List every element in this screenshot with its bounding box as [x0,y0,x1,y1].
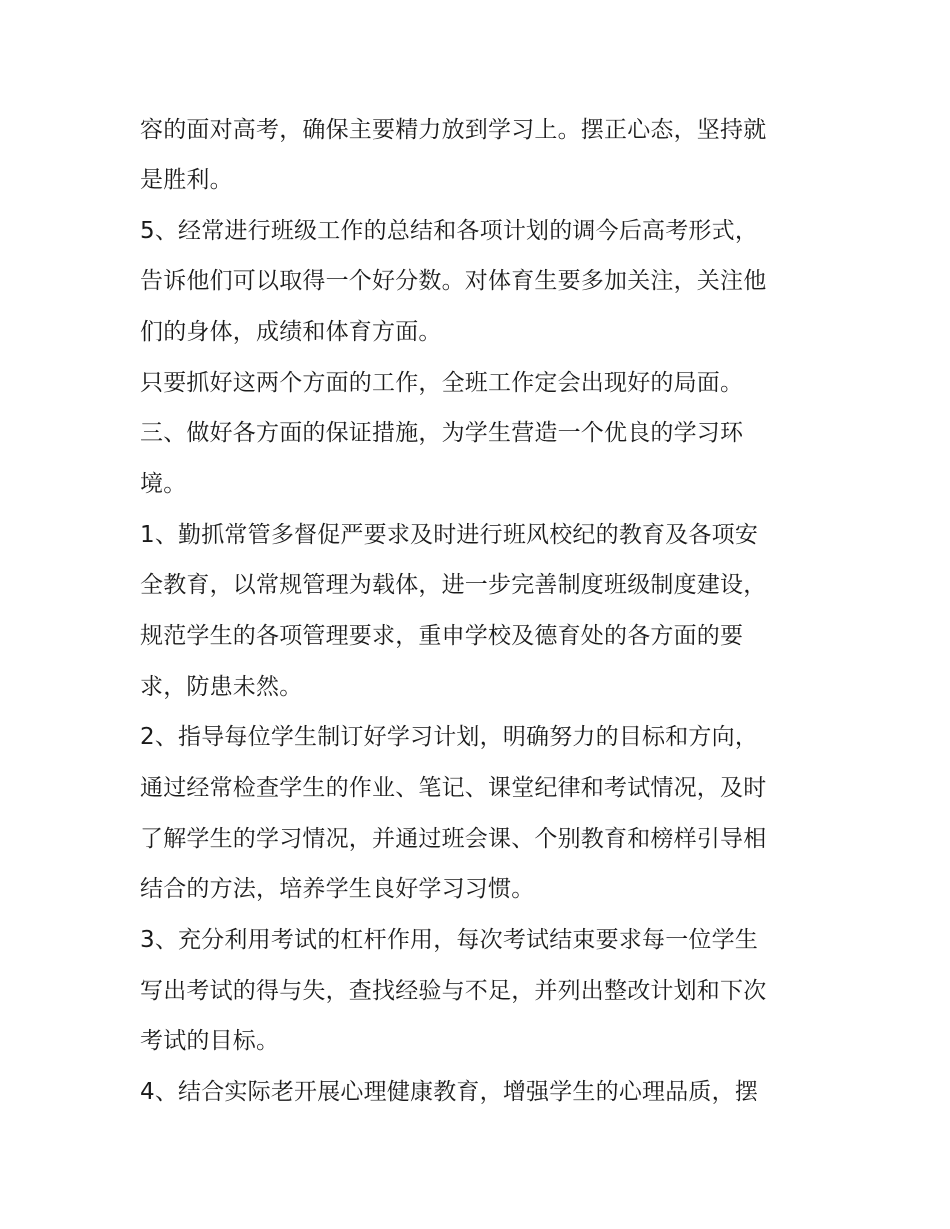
text-line: 2、指导每位学生制订好学习计划，明确努力的目标和方向， [140,724,759,750]
text-line: 考试的目标。 [140,1028,280,1054]
text-line: 写出考试的得与失，查找经验与不足，并列出整改计划和下次 [140,978,767,1004]
text-line: 容的面对高考，确保主要精力放到学习上。摆正心态，坚持就 [140,117,767,143]
text-line: 规范学生的各项管理要求，重申学校及德育处的各方面的要 [140,623,744,649]
text-line: 5、经常进行班级工作的总结和各项计划的调今后高考形式， [140,218,759,244]
text-line: 境。 [140,471,187,497]
text-line: 1、勤抓常管多督促严要求及时进行班风校纪的教育及各项安 [140,522,759,548]
text-line: 通过经常检查学生的作业、笔记、课堂纪律和考试情况，及时 [140,775,767,801]
text-line: 全教育，以常规管理为载体，进一步完善制度班级制度建设， [140,572,767,598]
text-line: 是胜利。 [140,167,233,193]
text-line: 3、充分利用考试的杠杆作用，每次考试结束要求每一位学生 [140,927,759,953]
text-line: 4、结合实际老开展心理健康教育，增强学生的心理品质，摆 [140,1079,759,1105]
text-line: 只要抓好这两个方面的工作，全班工作定会出现好的局面。 [140,370,744,396]
text-line: 结合的方法，培养学生良好学习习惯。 [140,876,535,902]
text-line: 求，防患未然。 [140,674,303,700]
text-line: 三、做好各方面的保证措施，为学生营造一个优良的学习环 [140,420,744,446]
text-line: 们的身体，成绩和体育方面。 [140,319,442,345]
text-line: 了解学生的学习情况，并通过班会课、个别教育和榜样引导相 [140,826,767,852]
text-line: 告诉他们可以取得一个好分数。对体育生要多加关注，关注他 [140,268,767,294]
